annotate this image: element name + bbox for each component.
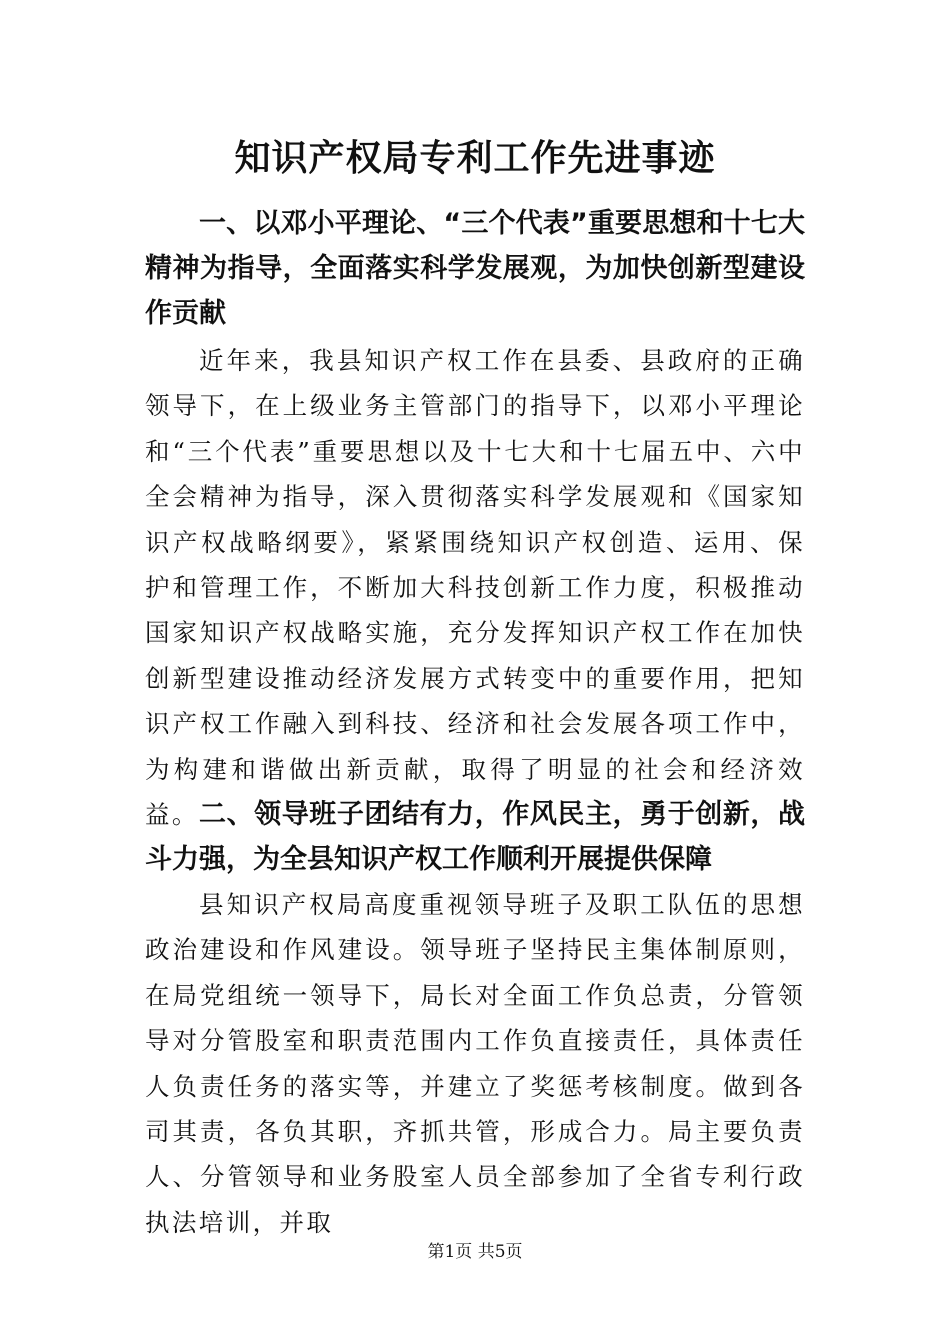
section-body-1: 近年来，我县知识产权工作在县委、县政府的正确领导下，在上级业务主管部门的指导下，以邓小平理论和“三个代表”重要思想以及十七大和十七届五中、六中全会精神为指导，深入贯彻落实科学发展观和《国家知识产权战略纲要》，紧紧围绕知识产权创造、运用、保护和管理工作，不断加大科技创新工作力度，积极推动国家知识产权战略实施，充分发挥知识产权工作在加快创新型建设推动经济发展方式转变中的重要作用，把知识产权工作融入到科技、经济和社会发展各项工作中，为构建和谐做出新贡献，取得了明显的社会和经济效益。: [145, 346, 805, 830]
section-heading-2: 二、领导班子团结有力，作风民主，勇于创新，战斗力强，为全县知识产权工作顺利开展提供保障: [145, 799, 805, 875]
section-heading-1: 一、以邓小平理论、“三个代表”重要思想和十七大精神为指导，全面落实科学发展观，为加快创新型建设作贡献: [145, 208, 805, 329]
section-body-2: 县知识产权局高度重视领导班子及职工队伍的思想政治建设和作风建设。领导班子坚持民主集体制原则，在局党组统一领导下，局长对全面工作负总责，分管领导对分管股室和职责范围内工作负直接责任，具体责任人负责任务的落实等，并建立了奖惩考核制度。做到各司其责，各负其职，齐抓共管，形成合力。局主要负责人、分管领导和业务股室人员全部参加了全省专利行政执法培训，并取: [145, 890, 805, 1237]
page-footer: 第1页 共5页: [427, 1242, 523, 1262]
document-title: 知识产权局专利工作先进事迹: [234, 137, 716, 179]
